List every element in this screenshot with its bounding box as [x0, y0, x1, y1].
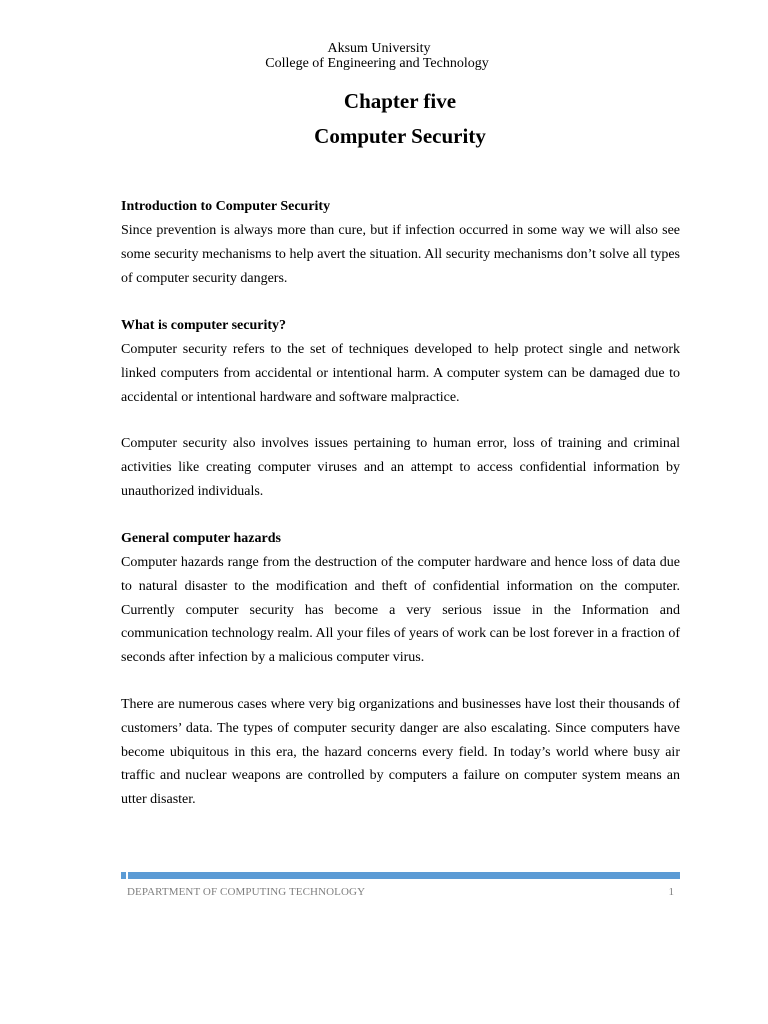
paragraph: Computer security also involves issues pertaining to human error, loss of training and criminal activities like creating computer viruses and an attempt to access confidential information by unauthorized individuals.: [121, 436, 680, 499]
college-name: College of Engineering and Technology: [265, 56, 489, 71]
paragraph: Computer security refers to the set of techniques developed to help protect single and network linked computers from accidental or intentional harm. A computer system can be damaged due to accidental or intentional hardware and software malpractice.: [121, 342, 680, 405]
footer-rule-notch: [126, 872, 128, 879]
paragraph: Since prevention is always more than cure, but if infection occurred in some way we will also see some security mechanisms to help avert the situation. All security mechanisms don’t solve all types of computer security dangers.: [121, 223, 680, 286]
chapter-title: Computer Security: [314, 124, 486, 148]
footer-rule: [121, 872, 680, 879]
section-introduction-body: [121, 219, 680, 290]
footer-page-number: 1: [668, 886, 674, 898]
footer-department: DEPARTMENT OF COMPUTING TECHNOLOGY: [127, 886, 366, 898]
section-hazards-body-2: [121, 693, 680, 812]
section-heading-what-is: What is computer security?: [121, 318, 286, 333]
section-heading-introduction: Introduction to Computer Security: [121, 199, 331, 214]
paragraph: Computer hazards range from the destruction of the computer hardware and hence loss of data due to natural disaster to the modification and theft of confidential information on the computer. Currently computer security has become a very serious issue in the Information and communication technology realm. All your files of years of work can be lost forever in a fraction of seconds after infection by a malicious computer virus.: [121, 555, 680, 666]
section-hazards-body-1: [121, 551, 680, 670]
section-heading-hazards: General computer hazards: [121, 531, 281, 546]
section-what-is-body-1: [121, 338, 680, 409]
paragraph: There are numerous cases where very big organizations and businesses have lost their thousands of customers’ data. The types of computer security danger are also escalating. Since computers have become ubiquitous in this era, the hazard concerns every field. In today’s world where busy air traffic and nuclear weapons are controlled by computers a failure on computer system means an utter disaster.: [121, 697, 680, 808]
chapter-number: Chapter five: [343, 89, 457, 113]
university-name: Aksum University: [327, 41, 431, 56]
section-what-is-body-2: [121, 432, 680, 503]
